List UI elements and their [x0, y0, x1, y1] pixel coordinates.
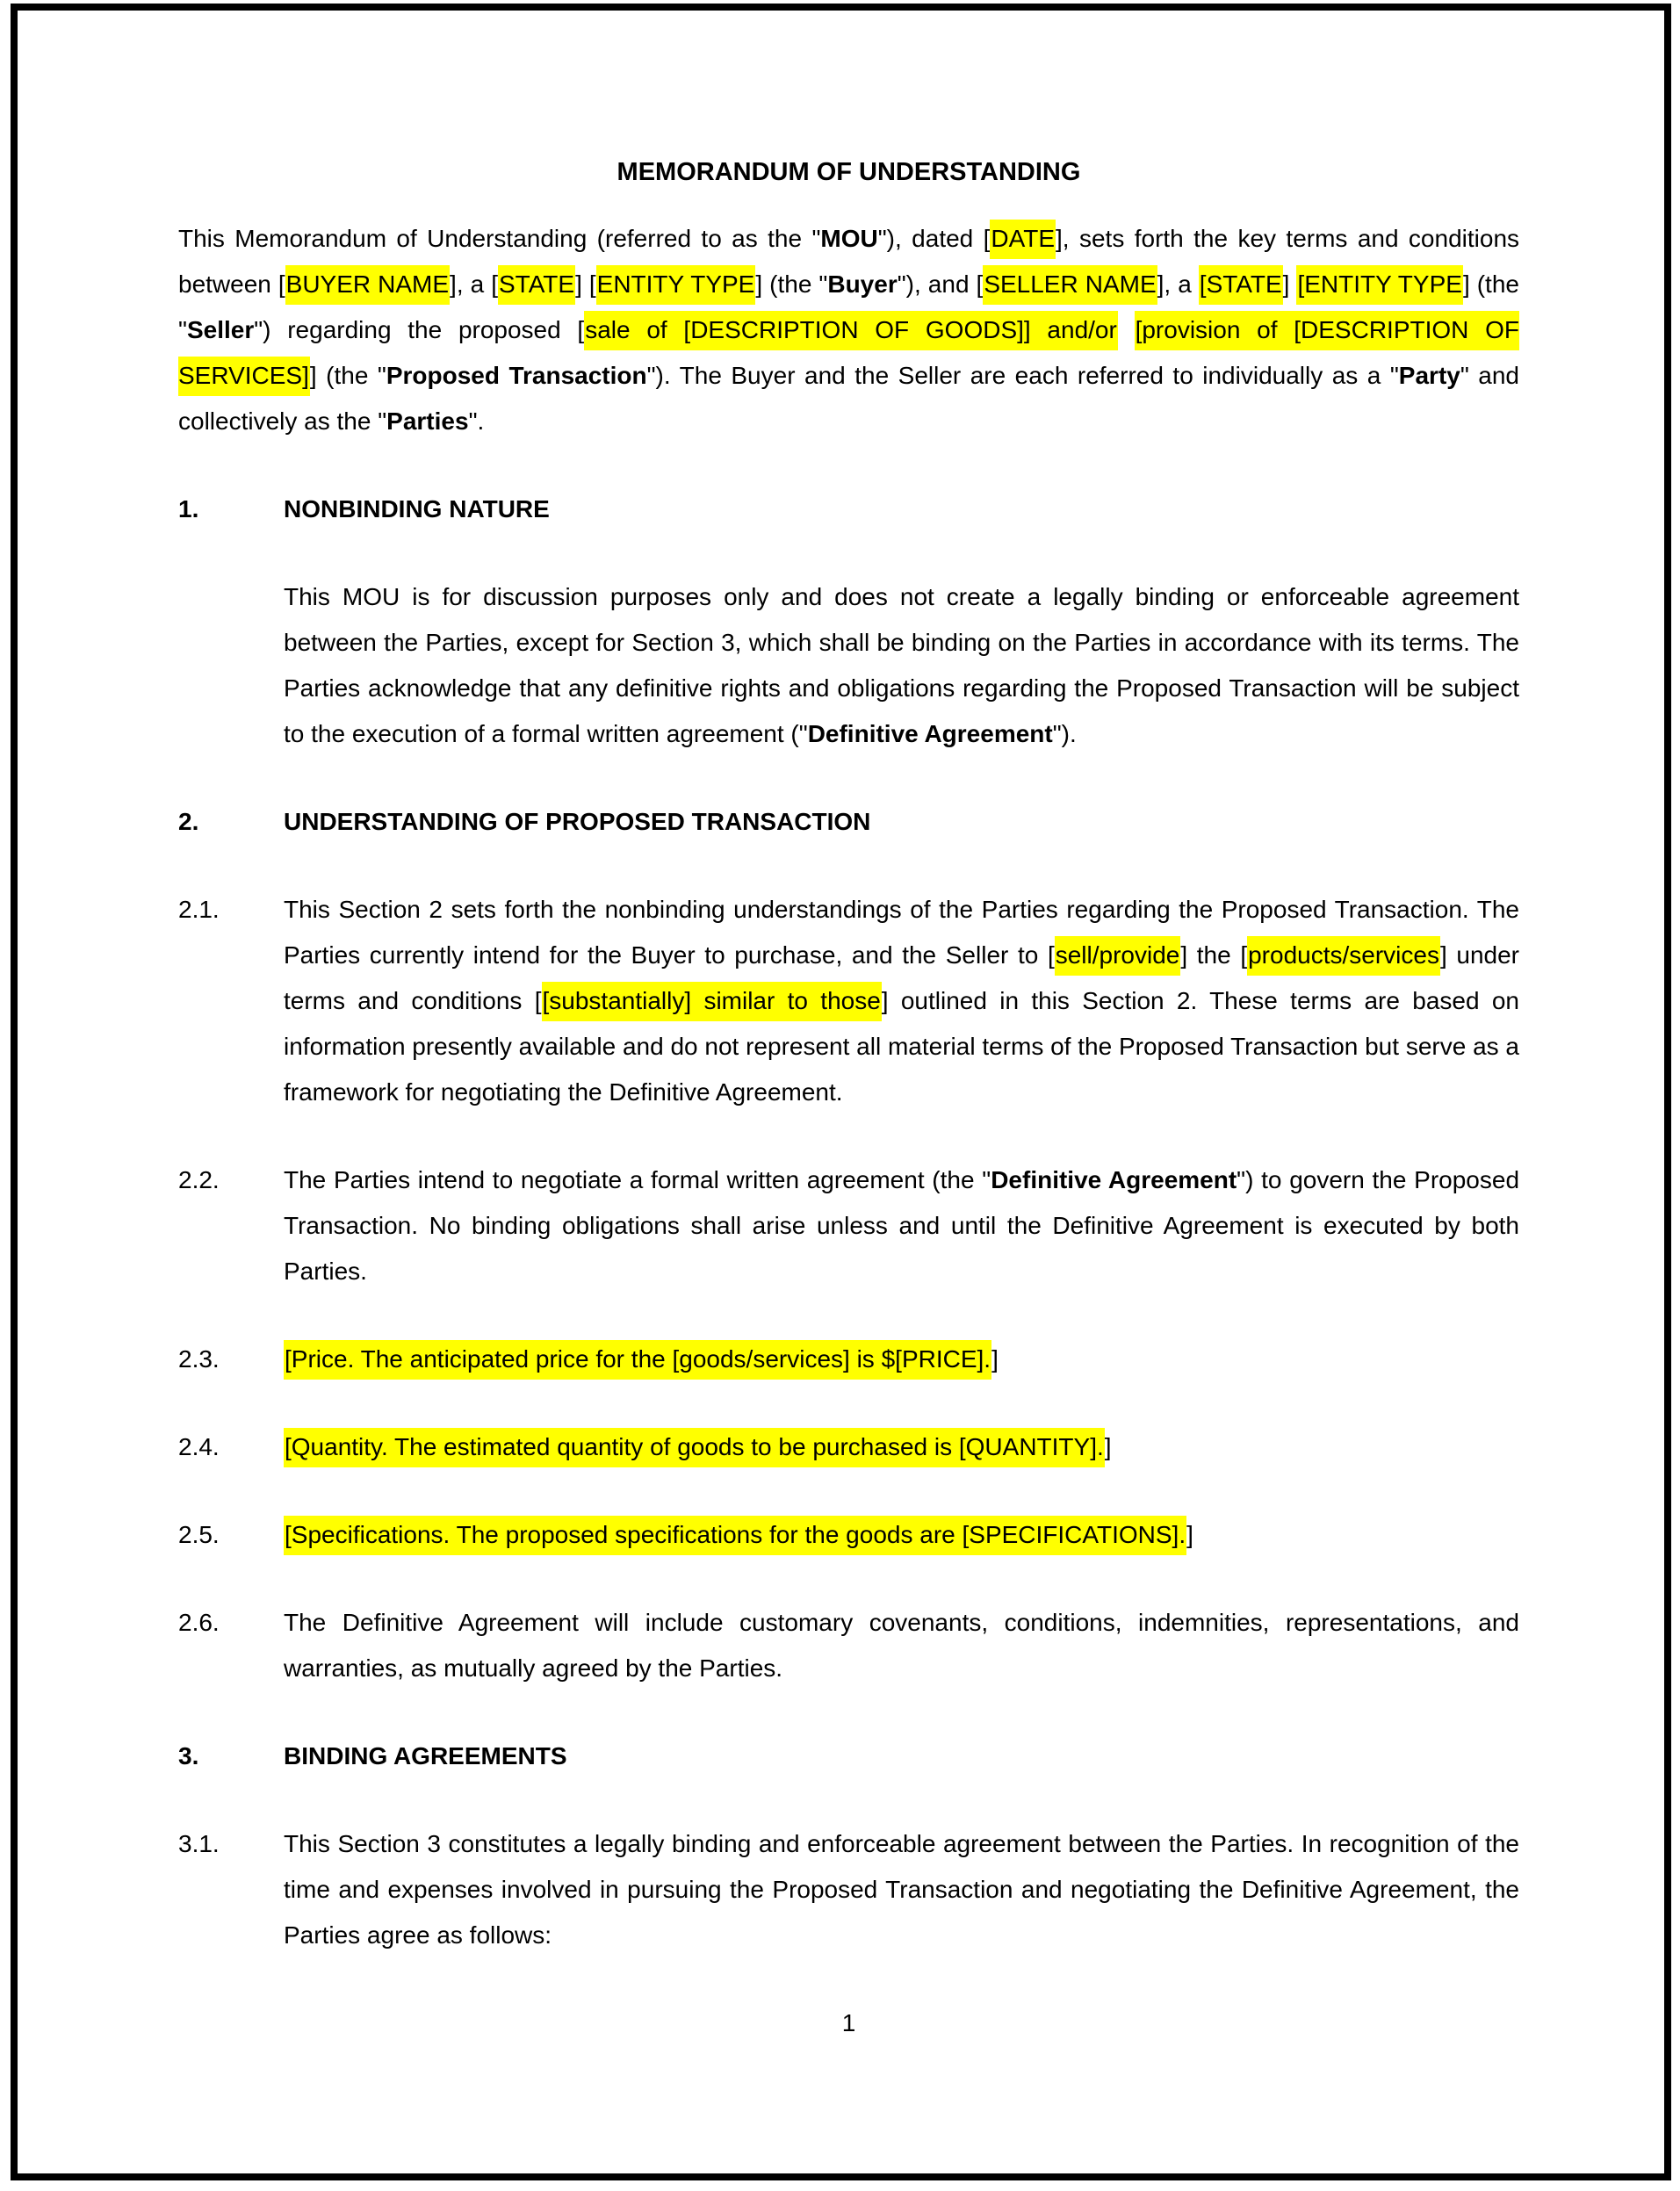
text-run: ".	[468, 407, 485, 435]
intro	[178, 216, 1519, 444]
item-number: 2.	[178, 808, 199, 835]
text-run: ]	[1282, 270, 1297, 298]
text-run: ], sets forth the key terms and conditions between [	[178, 225, 1520, 298]
paragraph-text	[284, 1512, 1519, 1558]
text-run: This Section 3 constitutes a legally binding and enforceable agreement between the Parties. In recognition of the time and expenses involved in pursuing the Proposed Transaction and negotiating the Definitive Agreement, the Parties agree as follows:	[284, 1830, 1519, 1949]
item-number: 1.	[178, 495, 199, 523]
text-run: This MOU is for discussion purposes only and does not create a legally binding or enforceable agreement between the Parties, except for Section 3, which shall be binding on the Parties in accordance with its terms. The Parties acknowledge that any definitive rights and obligations regarding the Proposed Transaction will be subject to the execution of a formal written agreement ("	[284, 583, 1519, 747]
highlighted-text: SELLER NAME	[983, 265, 1157, 305]
paragraph-text	[284, 1821, 1519, 1958]
highlighted-text: ENTITY TYPE	[596, 265, 756, 305]
text-run: ] (the "	[309, 362, 386, 389]
text-run: This Memorandum of Understanding (referred to as the "	[178, 225, 821, 252]
page-number: 1	[841, 2009, 856, 2036]
highlighted-text: [ENTITY TYPE	[1296, 265, 1462, 305]
para-3-1	[178, 1821, 1519, 1958]
highlighted-text: [Specifications. The proposed specifications for the goods are [SPECIFICATIONS].	[284, 1516, 1186, 1555]
text-run: "), dated [	[877, 225, 991, 252]
highlighted-text: [STATE	[1199, 265, 1283, 305]
text-run: ], a [	[450, 270, 498, 298]
text-run: ") regarding the proposed [	[254, 316, 585, 343]
highlighted-text: sale of [DESCRIPTION OF GOODS]] and/or	[584, 311, 1118, 350]
para-2-3	[178, 1337, 1519, 1382]
heading-text	[284, 1733, 1519, 1779]
text-run: ] [	[575, 270, 596, 298]
text-run: " and collectively as the "	[178, 362, 1519, 435]
text-run: ] (the "	[755, 270, 828, 298]
text-run: NONBINDING NATURE	[284, 495, 550, 523]
highlighted-text: [Price. The anticipated price for the [goods/services] is $[PRICE].	[284, 1340, 991, 1380]
text-run: "), and [	[897, 270, 984, 298]
text-run: ]	[1186, 1521, 1193, 1548]
text-run: BINDING AGREEMENTS	[284, 1742, 567, 1769]
highlighted-text: [substantially] similar to those	[542, 982, 882, 1021]
highlighted-text: BUYER NAME	[285, 265, 450, 305]
heading-text	[284, 486, 1519, 532]
paragraph-text	[284, 887, 1519, 1115]
text-run: The Parties intend to negotiate a formal written agreement (the "	[284, 1166, 991, 1193]
item-number: 2.5.	[178, 1521, 220, 1548]
item-number: 2.4.	[178, 1433, 220, 1460]
page-border	[11, 4, 1671, 2180]
document-title: MEMORANDUM OF UNDERSTANDING	[616, 158, 1081, 186]
text-run: ") to govern the Proposed Transaction. No binding obligations shall arise unless and until the Definitive Agreement is executed by both Parties.	[284, 1166, 1520, 1285]
para-2-4	[178, 1424, 1519, 1470]
item-number: 2.3.	[178, 1345, 220, 1373]
text-run: UNDERSTANDING OF PROPOSED TRANSACTION	[284, 808, 871, 835]
text-run: ]	[1104, 1433, 1112, 1460]
highlighted-text: sell/provide	[1055, 936, 1181, 976]
bold-text: Proposed Transaction	[386, 362, 647, 389]
bold-text: Parties	[386, 407, 469, 435]
bold-text: Definitive Agreement	[807, 720, 1053, 747]
text-run: The Definitive Agreement will include customary covenants, conditions, indemnities, representations, and warranties, as mutually agreed by the Parties.	[284, 1609, 1519, 1682]
text-run: ] (the "	[178, 270, 1519, 343]
highlighted-text: [Quantity. The estimated quantity of goods to be purchased is [QUANTITY].	[284, 1428, 1105, 1467]
item-number: 3.1.	[178, 1830, 220, 1857]
heading-1	[178, 486, 1519, 532]
paragraph-text	[284, 1600, 1519, 1691]
highlighted-text: STATE	[498, 265, 575, 305]
text-run: ]	[991, 1345, 999, 1373]
paragraph-text	[284, 1157, 1519, 1294]
heading-text	[284, 799, 1519, 845]
para-1	[284, 574, 1519, 757]
paragraph-text	[284, 1424, 1519, 1470]
heading-3	[178, 1733, 1519, 1779]
text-run	[1118, 316, 1135, 343]
text-run: ], a	[1157, 270, 1199, 298]
para-2-6	[178, 1600, 1519, 1691]
bold-text: Party	[1398, 362, 1460, 389]
highlighted-text: products/services	[1247, 936, 1440, 976]
bold-text: MOU	[820, 225, 878, 252]
bold-text: Seller	[186, 316, 255, 343]
bold-text: Buyer	[827, 270, 898, 298]
para-2-2	[178, 1157, 1519, 1294]
paragraph-text	[284, 1337, 1519, 1382]
bold-text: Definitive Agreement	[991, 1166, 1237, 1193]
text-run: ] under terms and conditions [	[284, 941, 1519, 1014]
item-number: 3.	[178, 1742, 199, 1769]
text-run: "). The Buyer and the Seller are each referred to individually as a "	[646, 362, 1399, 389]
para-2-5	[178, 1512, 1519, 1558]
document-body	[178, 216, 1519, 1958]
text-run: ").	[1052, 720, 1077, 747]
highlighted-text: [provision of [DESCRIPTION OF SERVICES]	[178, 311, 1519, 396]
text-run: ] the [	[1180, 941, 1248, 969]
heading-2	[178, 799, 1519, 845]
document-content	[178, 149, 1519, 2046]
item-number: 2.1.	[178, 896, 220, 923]
para-2-1	[178, 887, 1519, 1115]
text-run: ] outlined in this Section 2. These terms are based on information presently available and do not represent all material terms of the Proposed Transaction but serve as a framework for negotiating the Definitive Agreement.	[284, 987, 1519, 1106]
item-number: 2.2.	[178, 1166, 220, 1193]
highlighted-text: DATE	[990, 220, 1056, 259]
text-run: This Section 2 sets forth the nonbinding understandings of the Parties regarding the Proposed Transaction. The Parties currently intend for the Buyer to purchase, and the Seller to [	[284, 896, 1519, 969]
item-number: 2.6.	[178, 1609, 220, 1636]
